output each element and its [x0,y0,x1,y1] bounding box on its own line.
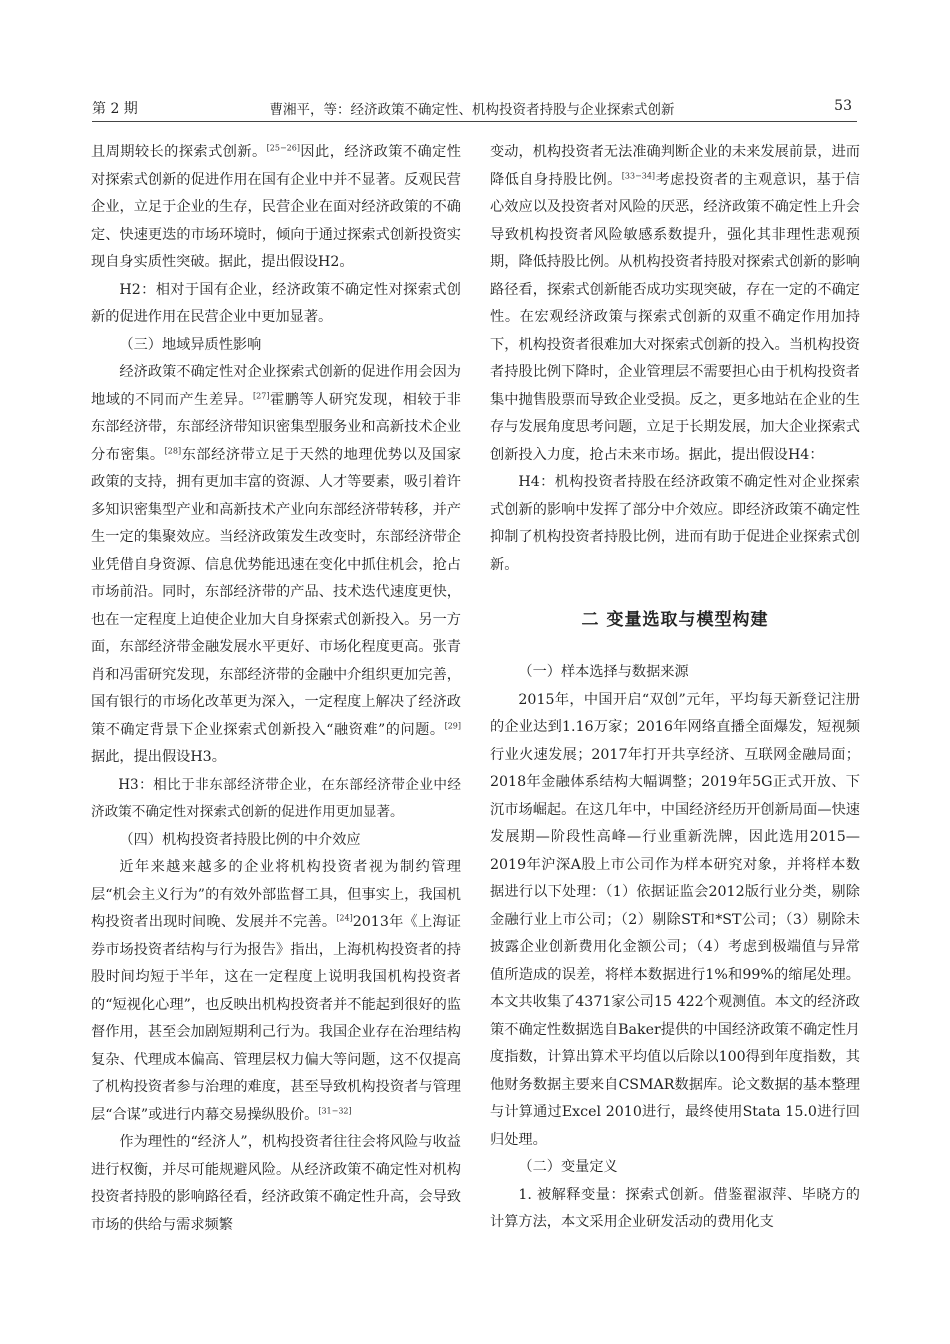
running-header [92,98,852,120]
citation: [33−34] [621,170,656,180]
section-title: 二 变量选取与模型构建 [581,610,769,630]
running-title: 曹湘平，等：经济政策不确定性、机构投资者持股与企业探索式创新 [269,102,675,118]
paragraph: 作为理性的“经济人”，机构投资者往往会将风险与收益进行权衡，并尽可能规避风险。从经济政策不确定性对机构投资者持股的影响路径看，经济政策不确定性升高，会导致市场的供给与需求频繁 [91,1134,461,1233]
citation: [29] [444,720,461,730]
citation: [31−32] [318,1105,352,1115]
right-column [490,139,860,1237]
left-column [91,139,461,1239]
paragraph: 变动，机构投资者无法准确判断企业的未来发展前景，进而降低自身持股比例。[33−34]考虑投资者的主观意识，基于信心效应以及投资者对风险的厌恶，经济政策不确定性上升会导致机构投资者风险敏感系数提升，强化其非理性悲观预期，降低持股比例。从机构投资者持股对探索式创新的影响路径看，探索式创新能否成功实现突破，存在一定的不确定性。在宏观经济政策与探索式创新的双重不确定作用加持下，机构投资者很难加大对探索式创新的投入。当机构投资者持股比例下降时，企业管理层不需要担心由于机构投资者集中抛售股票而导致企业受损。反之，更多地站在企业的生存与发展角度思考问题，立足于长期发展，加大企业探索式创新投入力度，抢占未来市场。据此，提出假设H4： [490,144,860,463]
paragraph: 经济政策不确定性对企业探索式创新的促进作用会因为地域的不同而产生差异。[27]霍鹏等人研究发现，相较于非东部经济带，东部经济带知识密集型服务业和高新技术企业分布密集。[28]东部经济带立足于天然的地理优势以及国家政策的支持，拥有更加丰富的资源、人才等要素，吸引着许多知识密集型产业和高新技术产业向东部经济带转移，并产生一定的集聚效应。当经济政策发生改变时，东部经济带企业凭借自身资源、信息优势能迅速在变化中抓住机会，抢占市场前沿。同时，东部经济带的产品、技术迭代速度更快，也在一定程度上迫使企业加大自身探索式创新投入。另一方面，东部经济带金融发展水平更好、市场化程度更高。张青肖和冯雷研究发现，东部经济带的金融中介组织更加完善，国有银行的市场化改革更为深入，一定程度上解决了经济政策不确定背景下企业探索式创新投入“融资难”的问题。[29]据此，提出假设H3。 [91,364,461,765]
hypothesis-h2: H2：相对于国有企业，经济政策不确定性对探索式创新的促进作用在民营企业中更加显著。 [91,281,461,325]
paragraph: 且周期较长的探索式创新。[25−26]因此，经济政策不确定性对探索式创新的促进作用在国有企业中并不显著。反观民营企业，立足于企业的生存，民营企业在面对经济政策的不确定、快速更迭的市场环境时，倾向于通过探索式创新投资实现自身实质性突破。据此，提出假设H2。 [91,143,461,270]
page-number: 53 [834,98,852,114]
hypothesis-h3: H3：相比于非东部经济带企业，在东部经济带企业中经济政策不确定性对探索式创新的促进作用更加显著。 [91,776,461,820]
hypothesis-h4: H4：机构投资者持股在经济政策不确定性对企业探索式创新的影响中发挥了部分中介效应。即经济政策不确定性抑制了机构投资者持股比例，进而有助于促进企业探索式创新。 [490,474,860,573]
subsection-heading: （四）机构投资者持股比例的中介效应 [119,831,361,848]
citation: [28] [164,445,182,455]
citation: [27] [253,390,270,400]
citation: [24] [336,913,353,923]
issue-number: 第 2 期 [92,101,138,117]
subsection-heading: （二）变量定义 [518,1159,618,1175]
paragraph: 2015年，中国开启“双创”元年，平均每天新登记注册的企业达到1.16万家；2016年网络直播全面爆发，短视频行业火速发展；2017年打开共享经济、互联网金融局面；2018年金融体系结构大幅调整；2019年5G正式开放、下沉市场崛起。在这几年中，中国经济经历开创新局面—快速发展期—阶段性高峰—行业重新洗牌，因此选用2015—2019年沪深A股上市公司作为样本研究对象，并将样本数据进行以下处理：（1）依据证监会2012版行业分类，剔除金融行业上市公司；（2）剔除ST和*ST公司；（3）剔除未披露企业创新费用化金额公司；（4）考虑到极端值与异常值所造成的误差，将样本数据进行1%和99%的缩尾处理。本文共收集了4371家公司15 422个观测值。本文的经济政策不确定性数据选自Baker提供的中国经济政策不确定性月度指数，计算出算术平均值以后除以100得到年度指数，其他财务数据主要来自CSMAR数据库。论文数据的基本整理与计算通过Excel 2010进行，最终使用Stata 15.0进行回归处理。 [490,691,860,1148]
paragraph: 近年来越来越多的企业将机构投资者视为制约管理层“机会主义行为”的有效外部监督工具，但事实上，我国机构投资者出现时间晚、发展并不完善。[24]2013年《上海证券市场投资者结构与行为报告》指出，上海机构投资者的持股时间均短于半年，这在一定程度上说明我国机构投资者的“短视化心理”，也反映出机构投资者并不能起到很好的监督作用，甚至会加剧短期利己行为。我国企业存在治理结构复杂、代理成本偏高、管理层权力偏大等问题，这不仅提高了机构投资者参与治理的难度，甚至导致机构投资者与管理层“合谋”或进行内幕交易操纵股价。[31−32] [91,859,461,1123]
paragraph: 1. 被解释变量：探索式创新。借鉴翟淑萍、毕晓方的计算方法，本文采用企业研发活动的费用化支 [490,1186,860,1230]
header-rule [92,121,857,122]
subsection-heading: （一）样本选择与数据来源 [518,664,689,680]
subsection-heading: （三）地域异质性影响 [119,336,262,353]
citation: [25−26] [266,143,300,153]
